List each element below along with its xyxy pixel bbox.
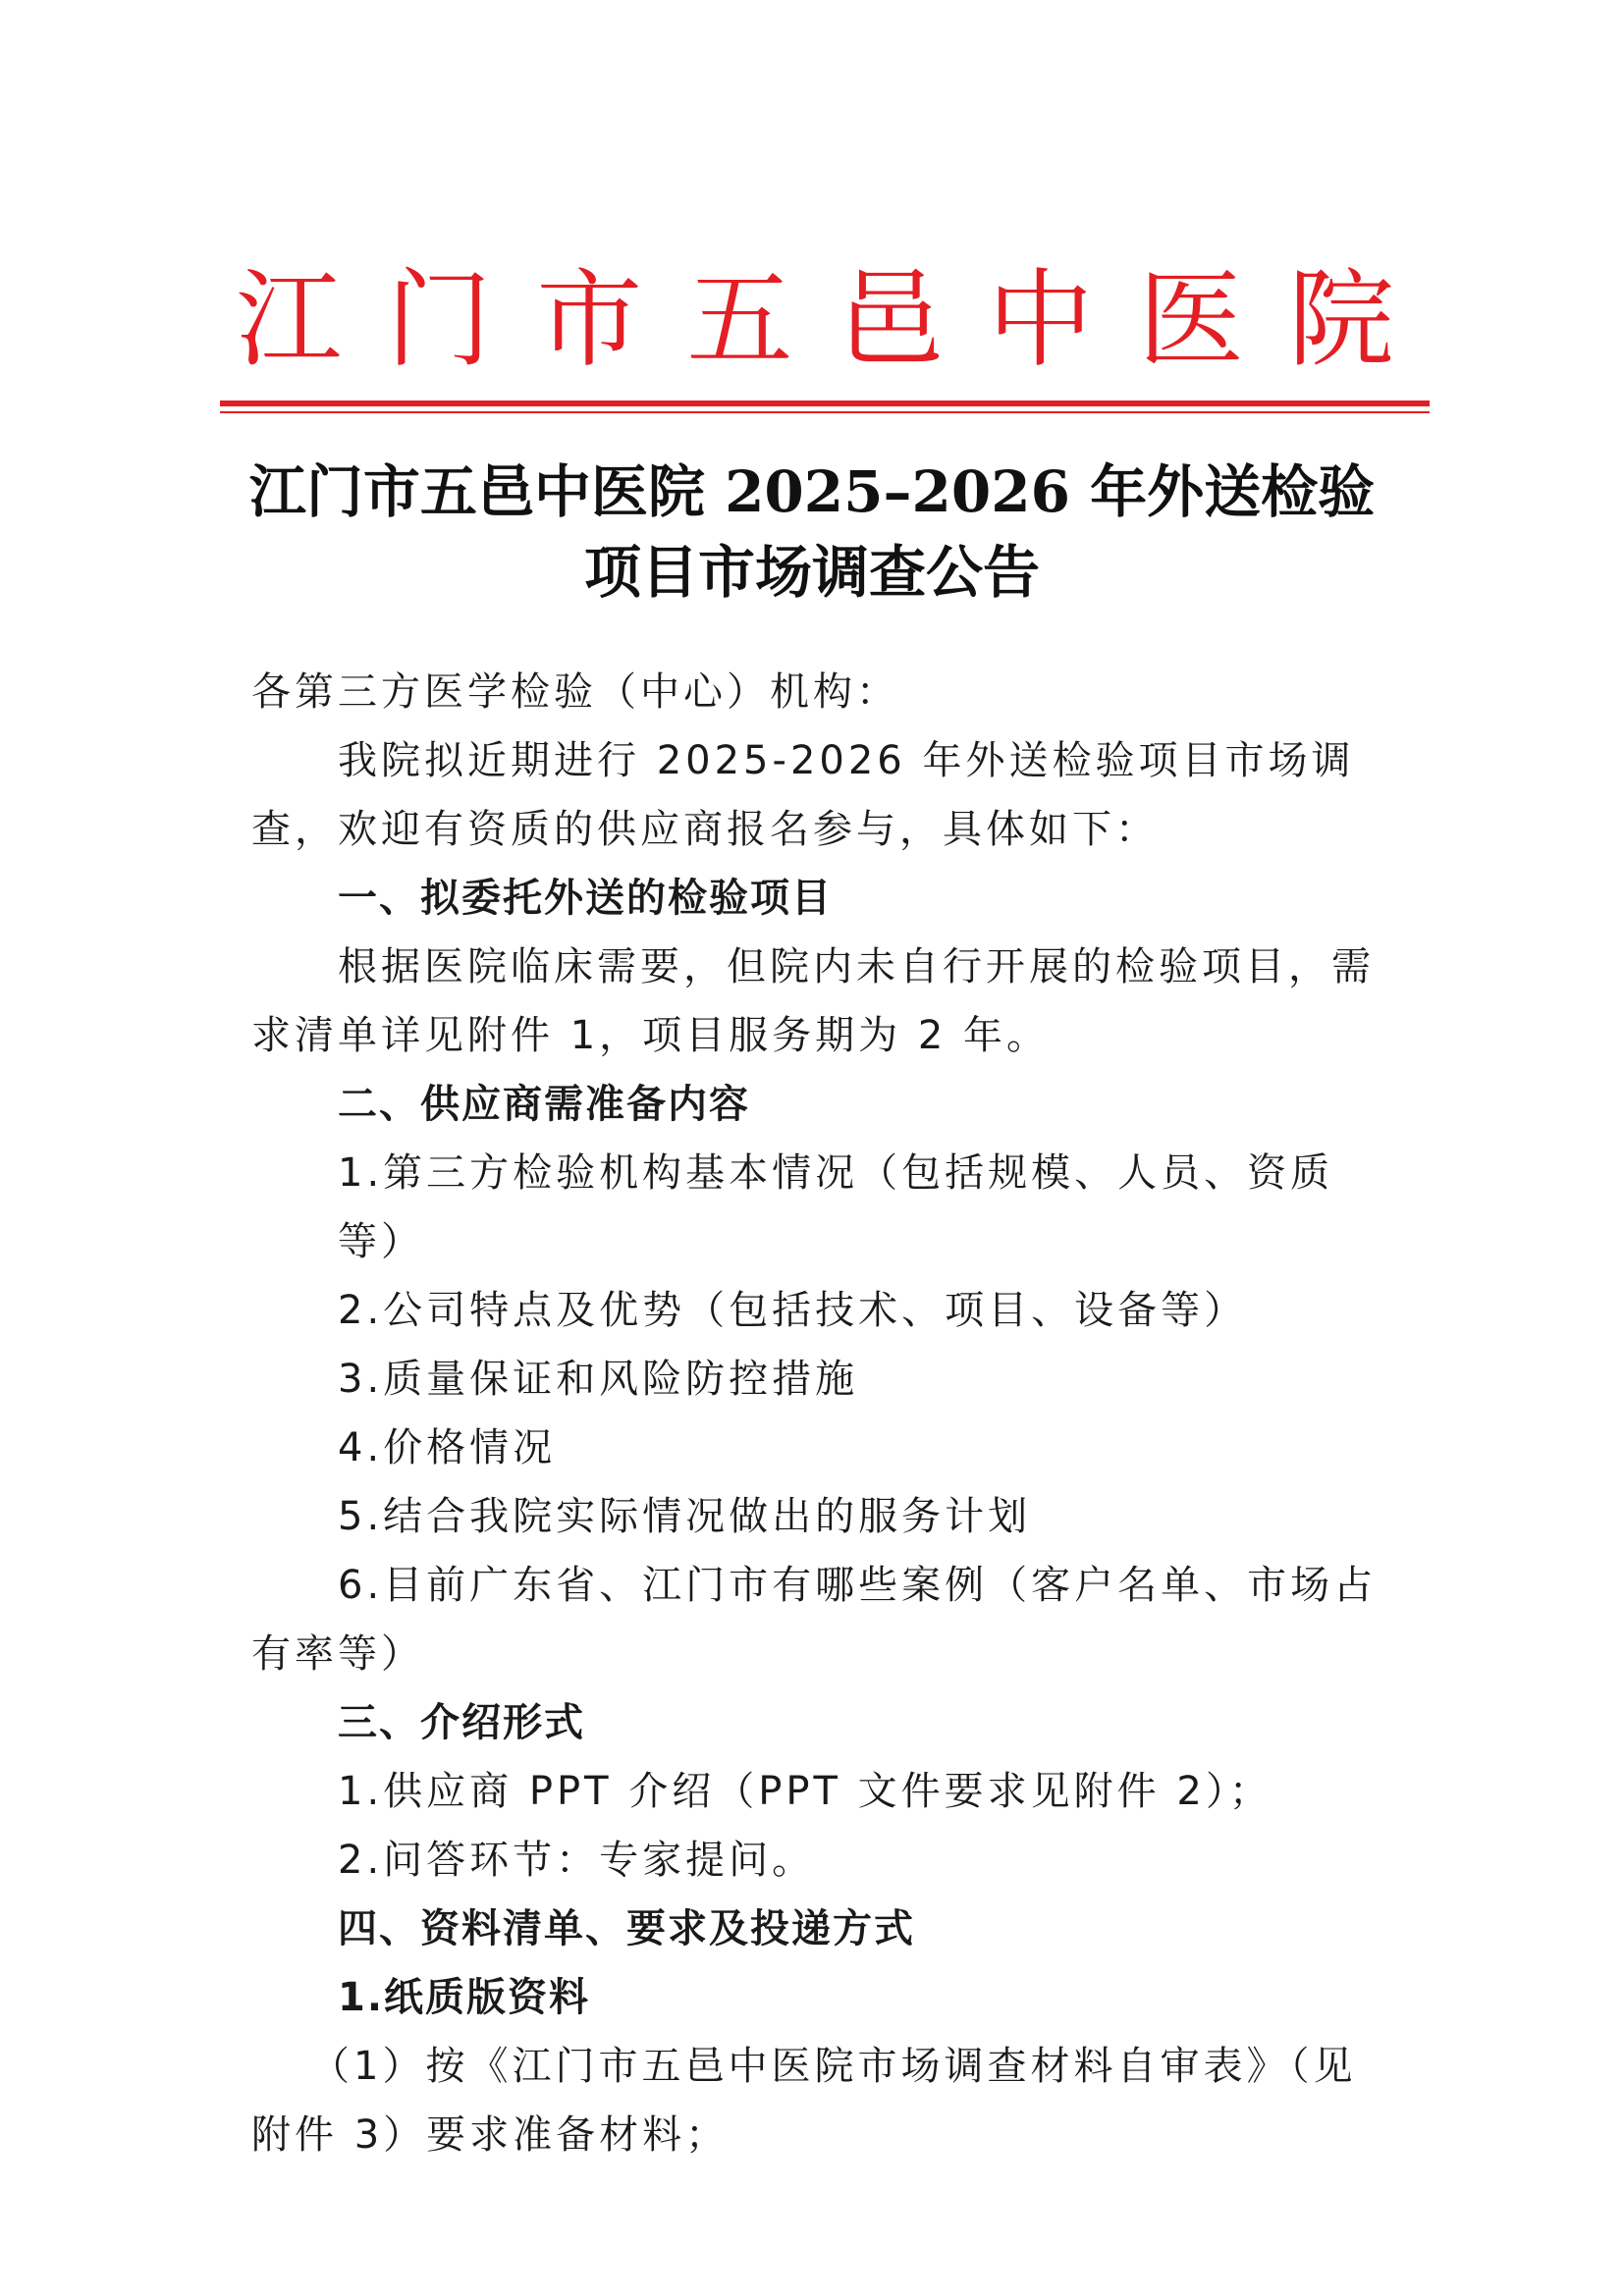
masthead-divider-thick (220, 400, 1430, 406)
section-2-item: 4.价格情况 (338, 1425, 557, 1470)
masthead-char: 五 (686, 259, 793, 382)
section-2-item: 3.质量保证和风险防控措施 (338, 1357, 859, 1402)
section-4-item: （1）按《江门市五邑中医院市场调查材料自审表》（见附件 3）要求准备材料； (251, 2044, 1357, 2158)
masthead-hospital-name (236, 257, 1394, 385)
title-line-2: 项目市场调查公告 (583, 539, 1040, 606)
section-3-item: 1.供应商 PPT 介绍（PPT 文件要求见附件 2）； (338, 1769, 1272, 1814)
section-1-heading: 一、拟委托外送的检验项目 (338, 876, 833, 921)
masthead-char: 江 (236, 259, 343, 382)
masthead-char: 医 (1137, 259, 1244, 382)
title-line-1: 江门市五邑中医院 2025–2026 年外送检验 (248, 458, 1376, 525)
masthead-char: 邑 (837, 259, 944, 382)
section-3-item: 2.问答环节：专家提问。 (338, 1838, 816, 1883)
masthead-char: 院 (1287, 259, 1394, 382)
section-2-heading: 二、供应商需准备内容 (338, 1082, 750, 1127)
section-4-heading: 四、资料清单、要求及投递方式 (338, 1906, 915, 1951)
section-2-item: 1.第三方检验机构基本情况（包括规模、人员、资质等） (338, 1150, 1334, 1264)
masthead-char: 门 (386, 259, 493, 382)
masthead-divider-thin (220, 411, 1430, 413)
section-4-subheading: 1.纸质版资料 (338, 1975, 591, 2020)
masthead-char: 中 (987, 259, 1094, 382)
section-2-item: 2.公司特点及优势（包括技术、项目、设备等） (338, 1288, 1248, 1333)
document-body (251, 658, 1390, 2169)
section-1-text: 根据医院临床需要，但院内未自行开展的检验项目，需求清单详见附件 1，项目服务期为 2 年。 (251, 944, 1375, 1058)
section-2-item: 6.目前广东省、江门市有哪些案例（客户名单、市场占有率等） (251, 1563, 1378, 1677)
section-3-heading: 三、介绍形式 (338, 1700, 585, 1745)
document-title (196, 452, 1428, 613)
salutation: 各第三方医学检验（中心）机构： (251, 669, 899, 715)
intro-paragraph: 我院拟近期进行 2025-2026 年外送检验项目市场调查，欢迎有资质的供应商报名参与，具体如下： (251, 738, 1355, 852)
section-2-item: 5.结合我院实际情况做出的服务计划 (338, 1494, 1032, 1539)
masthead-char: 市 (536, 259, 643, 382)
